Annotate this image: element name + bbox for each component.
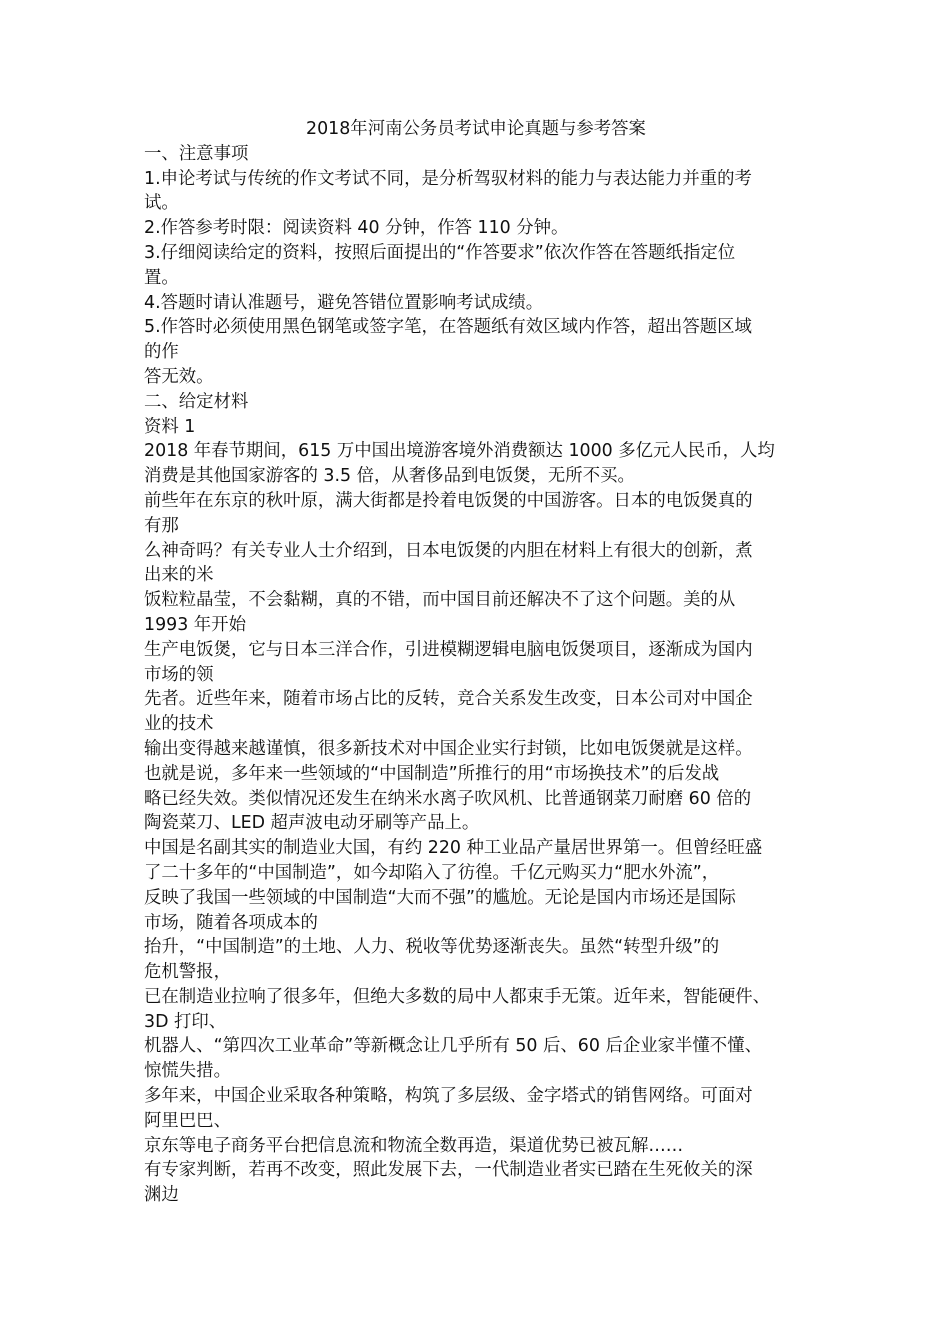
text-line: 3.仔细阅读给定的资料，按照后面提出的“作答要求”依次作答在答题纸指定位: [144, 242, 736, 263]
text-line: 一、注意事项: [144, 143, 249, 164]
text-line: 答无效。: [144, 366, 214, 387]
text-line: 多年来，中国企业采取各种策略，构筑了多层级、金字塔式的销售网络。可面对: [144, 1086, 753, 1107]
text-line: 机器人、“第四次工业革命”等新概念让几乎所有 50 后、60 后企业家半懂不懂、: [144, 1036, 762, 1057]
text-line: 1993 年开始: [144, 614, 246, 635]
text-line: 业的技术: [144, 714, 214, 735]
text-line: 试。: [144, 193, 179, 214]
text-line: 惊慌失措。: [144, 1061, 231, 1082]
text-line: 阿里巴巴、: [144, 1110, 231, 1131]
text-line: 么神奇吗？有关专业人士介绍到，日本电饭煲的内胆在材料上有很大的创新，煮: [144, 540, 753, 561]
text-line: 危机警报，: [144, 962, 231, 983]
text-line: 中国是名副其实的制造业大国，有约 220 种工业品产量居世界第一。但曾经旺盛: [144, 838, 763, 859]
text-line: 资料 1: [144, 416, 196, 437]
text-line: 出来的米: [144, 565, 214, 586]
text-line: 抬升，“中国制造”的土地、人力、税收等优势逐渐丧失。虽然“转型升级”的: [144, 937, 720, 958]
text-line: 2.作答参考时限：阅读资料 40 分钟，作答 110 分钟。: [144, 218, 569, 239]
text-line: 1.申论考试与传统的作文考试不同，是分析驾驭材料的能力与表达能力并重的考: [144, 168, 752, 189]
text-line: 陶瓷菜刀、LED 超声波电动牙刷等产品上。: [144, 813, 480, 834]
text-line: 消费是其他国家游客的 3.5 倍，从奢侈品到电饭煲，无所不买。: [144, 466, 635, 487]
text-line: 反映了我国一些领域的中国制造“大而不强”的尴尬。无论是国内市场还是国际: [144, 887, 736, 908]
text-line: 的作: [144, 342, 179, 363]
text-line: 前些年在东京的秋叶原，满大街都是拎着电饭煲的中国游客。日本的电饭煲真的: [144, 490, 753, 511]
text-line: 二、给定材料: [144, 391, 249, 412]
document-title: 2018年河南公务员考试申论真题与参考答案: [306, 119, 646, 139]
text-line: 有那: [144, 515, 179, 536]
text-line: 市场，随着各项成本的: [144, 912, 318, 933]
text-line: 也就是说，多年来一些领域的“中国制造”所推行的用“市场换技术”的后发战: [144, 763, 720, 784]
text-line: 3D 打印、: [144, 1011, 227, 1032]
document-page: [144, 117, 808, 1208]
text-line: 了二十多年的“中国制造”，如今却陷入了彷徨。千亿元购买力“肥水外流”，: [144, 862, 720, 883]
text-line: 输出变得越来越谨慎，很多新技术对中国企业实行封锁，比如电饭煲就是这样。: [144, 738, 753, 759]
text-line: 略已经失效。类似情况还发生在纳米水离子吹风机、比普通钢菜刀耐磨 60 倍的: [144, 788, 752, 809]
text-line: 已在制造业拉响了很多年，但绝大多数的局中人都束手无策。近年来，智能硬件、: [144, 986, 771, 1007]
text-line: 市场的领: [144, 664, 214, 685]
text-line: 京东等电子商务平台把信息流和物流全数再造，渠道优势已被瓦解……: [144, 1135, 684, 1156]
text-line: 2018 年春节期间，615 万中国出境游客境外消费额达 1000 多亿元人民币，人均: [144, 441, 775, 462]
text-line: 渊边: [144, 1185, 179, 1206]
text-line: 生产电饭煲，它与日本三洋合作，引进模糊逻辑电脑电饭煲项目，逐渐成为国内: [144, 639, 753, 660]
document-body: [144, 142, 808, 1208]
text-line: 置。: [144, 267, 179, 288]
text-line: 5.作答时必须使用黑色钢笔或签字笔，在答题纸有效区域内作答，超出答题区域: [144, 317, 752, 338]
text-line: 饭粒粒晶莹，不会黏糊，真的不错，而中国目前还解决不了这个问题。美的从: [144, 590, 736, 611]
text-line: 先者。近些年来，随着市场占比的反转，竞合关系发生改变，日本公司对中国企: [144, 689, 753, 710]
text-line: 有专家判断，若再不改变，照此发展下去，一代制造业者实已踏在生死攸关的深: [144, 1160, 753, 1181]
text-line: 4.答题时请认准题号，避免答错位置影响考试成绩。: [144, 292, 544, 313]
